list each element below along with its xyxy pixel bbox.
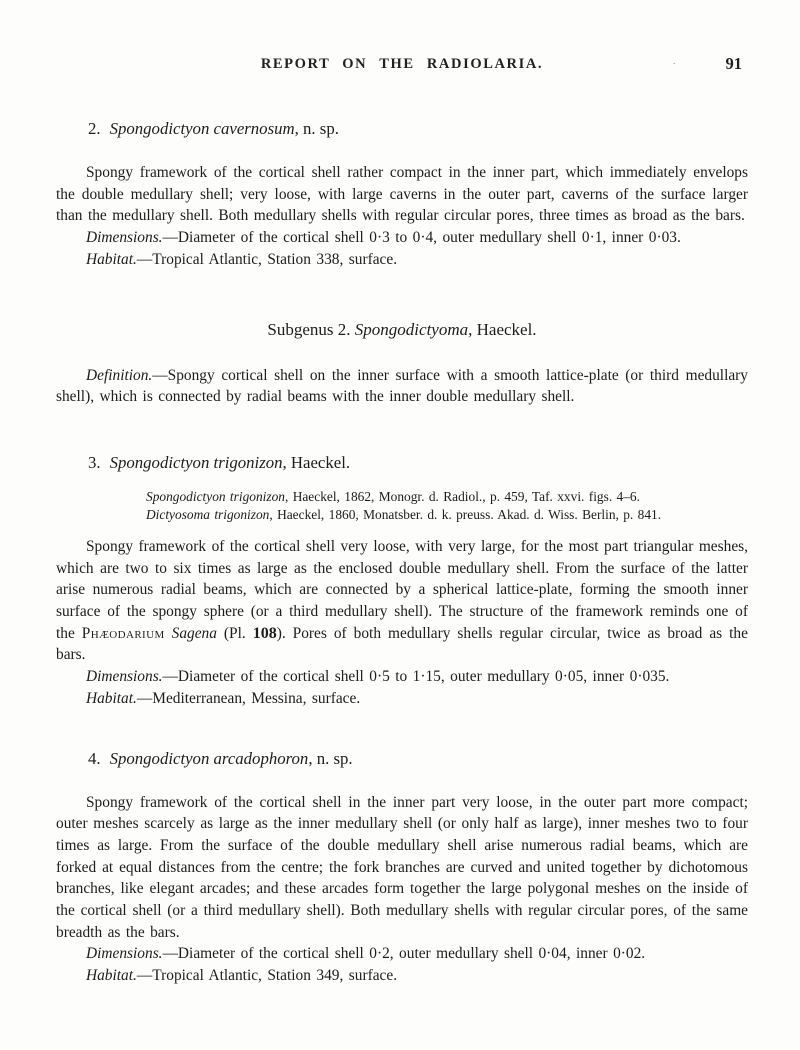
subgenus-name: Spongodictyoma — [354, 319, 469, 339]
genus-smallcaps: Phæodarium — [81, 624, 165, 642]
subgenus-heading — [56, 319, 748, 341]
habitat-label: Habitat. — [86, 689, 137, 707]
dimensions-text: —Diameter of the cortical shell 0·3 to 0·4, outer medullary shell 0·1, inner 0·03. — [162, 229, 681, 247]
habitat-label: Habitat. — [86, 250, 137, 268]
habitat-line — [56, 249, 748, 271]
dimensions-label: Dimensions. — [86, 229, 163, 247]
dimensions-text: —Diameter of the cortical shell 0·5 to 1·15, outer medullary 0·05, inner 0·035. — [162, 668, 670, 686]
species-heading-trigonizon — [88, 452, 748, 474]
species-name: Spongodictyon cavernosum — [109, 119, 295, 138]
synonym-name: Spongodictyon trigonizon — [146, 488, 285, 504]
species-description: Spongy framework of the cortical shell in the inner part very loose, in the outer part more compact; outer meshes scarcely as large as the inner medullary shell (or only half as large), inner meshes two to four times as large. From the surface of the double medullary shell arise numerous radial beams, which are forked at equal distances from the centre; the fork branches are curved and united together by dichotomous branches, like elegant arcades; and these arcades form together the large polygonal meshes on the inside of the cortical shell (or a third medullary shell). Both medullary shells with regular circular pores, of the same breadth as the bars. — [56, 793, 748, 941]
subgenus-prefix: Subgenus 2. — [267, 319, 355, 339]
dimensions-label: Dimensions. — [86, 945, 163, 963]
species-heading-arcadophoron — [88, 748, 748, 770]
description-text: Spongy framework of the cortical shell very loose, with very large, for the most part triangular meshes, which are two to six times as large as the enclosed double medullary shell. From the surface of the latter arise numerous radial beams, which are connected by a spherical lattice-plate, forming the smooth inner surface of the spongy sphere (or a third medullary shell). The structure of the framework reminds one of the — [56, 537, 748, 642]
habitat-label: Habitat. — [86, 967, 137, 985]
species-number: 2. — [88, 119, 101, 138]
synonymy-list — [146, 488, 748, 524]
definition-label: Definition. — [86, 366, 153, 384]
running-title: REPORT ON THE RADIOLARIA. — [260, 56, 544, 72]
species-suffix: , n. sp. — [294, 119, 339, 138]
dimensions-line — [56, 666, 748, 688]
synonym-entry — [146, 506, 748, 524]
dimensions-line — [56, 943, 748, 965]
habitat-line — [56, 688, 748, 710]
species-suffix: , n. sp. — [308, 748, 353, 768]
dimensions-label: Dimensions. — [86, 668, 163, 686]
habitat-line — [56, 965, 748, 987]
species-name: Spongodictyon arcadophoron — [109, 748, 309, 768]
synonym-citation: , Haeckel, 1862, Monogr. d. Radiol., p. 459, Taf. xxvi. figs. 4–6. — [285, 488, 640, 504]
species-number: 4. — [88, 748, 101, 768]
species-description: Spongy framework of the cortical shell rather compact in the inner part, which immediately envelops the double medullary shell; very loose, with large caverns in the outer part, caverns of the surface larger than the medullary shell. Both medullary shells with regular circular pores, three times as broad as the bars. — [56, 164, 748, 225]
species-italic: Sagena — [164, 624, 217, 642]
dimensions-text: —Diameter of the cortical shell 0·2, outer medullary shell 0·04, inner 0·02. — [162, 945, 646, 963]
page-number: 91 — [725, 54, 742, 73]
description-text: ). Pores of both medullary shells regular circular, twice as broad as the bars. — [56, 624, 748, 664]
species-number: 3. — [88, 452, 101, 472]
synonym-citation: , Haeckel, 1860, Monatsber. d. k. preuss. Akad. d. Wiss. Berlin, p. 841. — [269, 506, 662, 522]
species-suffix: , Haeckel. — [282, 452, 351, 472]
species-heading-cavernosum — [88, 118, 748, 140]
plate-number: 108 — [252, 624, 277, 642]
dimensions-line — [56, 227, 748, 249]
scan-artifact-dot: · — [672, 58, 676, 70]
synonym-name: Dictyosoma trigonizon — [146, 506, 270, 522]
page-header — [56, 56, 748, 76]
definition-text: —Spongy cortical shell on the inner surface with a smooth lattice-plate (or third medullary shell), which is connected by radial beams with the inner double medullary shell. — [56, 366, 748, 406]
subgenus-definition — [56, 365, 748, 408]
species-description — [56, 536, 748, 666]
habitat-text: —Tropical Atlantic, Station 338, surface. — [136, 250, 398, 268]
plate-reference-prefix: (Pl. — [216, 624, 253, 642]
subgenus-suffix: , Haeckel. — [468, 319, 537, 339]
habitat-text: —Mediterranean, Messina, surface. — [136, 689, 361, 707]
habitat-text: —Tropical Atlantic, Station 349, surface. — [136, 967, 398, 985]
synonym-entry — [146, 488, 748, 506]
species-name: Spongodictyon trigonizon — [109, 452, 283, 472]
